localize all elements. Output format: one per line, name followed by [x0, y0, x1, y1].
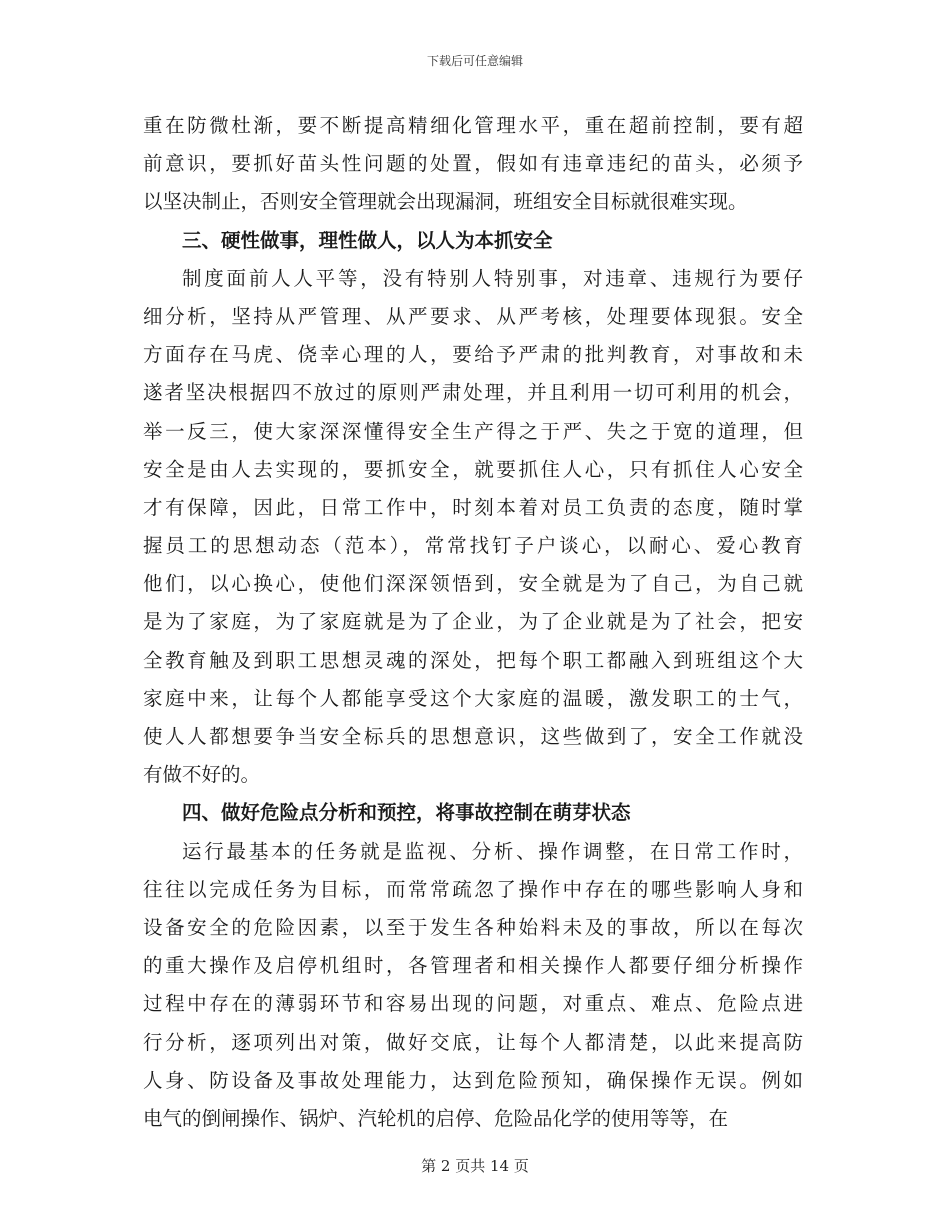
document-body [143, 107, 803, 1138]
paragraph-line: 运行最基本的任务就是监视、分析、操作调整，在日常工作时， [182, 839, 803, 863]
paragraph-line: 有做不好的。 [143, 763, 261, 787]
paragraph-line: 遂者坚决根据四不放过的原则严肃处理，并且利用一切可利用的机会， [143, 381, 803, 405]
paragraph-line: 细分析，坚持从严管理、从严要求、从严考核，处理要体现狠。安全 [143, 304, 803, 328]
section-heading: 四、做好危险点分析和预控，将事故控制在萌芽状态 [182, 801, 631, 825]
section-heading: 三、硬性做事，理性做人，以人为本抓安全 [182, 228, 553, 252]
paragraph-line: 他们，以心换心，使他们深深领悟到，安全就是为了自己，为自己就 [143, 572, 803, 596]
paragraph-line: 全教育触及到职工思想灵魂的深处，把每个职工都融入到班组这个大 [143, 648, 803, 672]
paragraph-line: 人身、防设备及事故处理能力，达到危险预知，确保操作无误。例如 [143, 1068, 803, 1092]
page-header: 下载后可任意编辑 [426, 54, 523, 68]
paragraph-line: 安全是由人去实现的，要抓安全，就要抓住人心，只有抓住人心安全 [143, 457, 803, 481]
paragraph-line: 往往以完成任务为目标，而常常疏忽了操作中存在的哪些影响人身和 [143, 877, 803, 901]
paragraph-line: 家庭中来，让每个人都能享受这个大家庭的温暖，激发职工的士气， [143, 686, 803, 710]
paragraph-line: 设备安全的危险因素，以至于发生各种始料未及的事故，所以在每次 [143, 915, 803, 939]
paragraph-line: 行分析，逐项列出对策，做好交底，让每个人都清楚，以此来提高防 [143, 1030, 803, 1054]
paragraph-line: 制度面前人人平等，没有特别人特别事，对违章、违规行为要仔 [182, 266, 803, 290]
paragraph-line: 握员工的思想动态（范本），常常找钉子户谈心，以耐心、爱心教育 [143, 534, 803, 558]
paragraph-line: 方面存在马虎、侥幸心理的人，要给予严肃的批判教育，对事故和未 [143, 343, 803, 367]
paragraph-line: 电气的倒闸操作、锅炉、汽轮机的启停、危险品化学的使用等等，在 [143, 1106, 729, 1130]
paragraph-line: 是为了家庭，为了家庭就是为了企业，为了企业就是为了社会，把安 [143, 610, 803, 634]
page-footer: 第 2 页共 14 页 [421, 1157, 529, 1175]
paragraph-line: 的重大操作及启停机组时，各管理者和相关操作人都要仔细分析操作 [143, 954, 803, 978]
paragraph-line: 以坚决制止，否则安全管理就会出现漏洞，班组安全目标就很难实现。 [143, 190, 748, 214]
paragraph-line: 过程中存在的薄弱环节和容易出现的问题，对重点、难点、危险点进 [143, 992, 803, 1016]
paragraph-line: 前意识，要抓好苗头性问题的处置，假如有违章违纪的苗头，必须予 [143, 152, 803, 176]
paragraph-line: 举一反三，使大家深深懂得安全生产得之于严、失之于宽的道理，但 [143, 419, 803, 443]
paragraph-line: 才有保障，因此，日常工作中，时刻本着对员工负责的态度，随时掌 [143, 495, 803, 519]
paragraph-line: 重在防微杜渐，要不断提高精细化管理水平，重在超前控制，要有超 [143, 114, 803, 137]
paragraph-line: 使人人都想要争当安全标兵的思想意识，这些做到了，安全工作就没 [143, 725, 803, 748]
